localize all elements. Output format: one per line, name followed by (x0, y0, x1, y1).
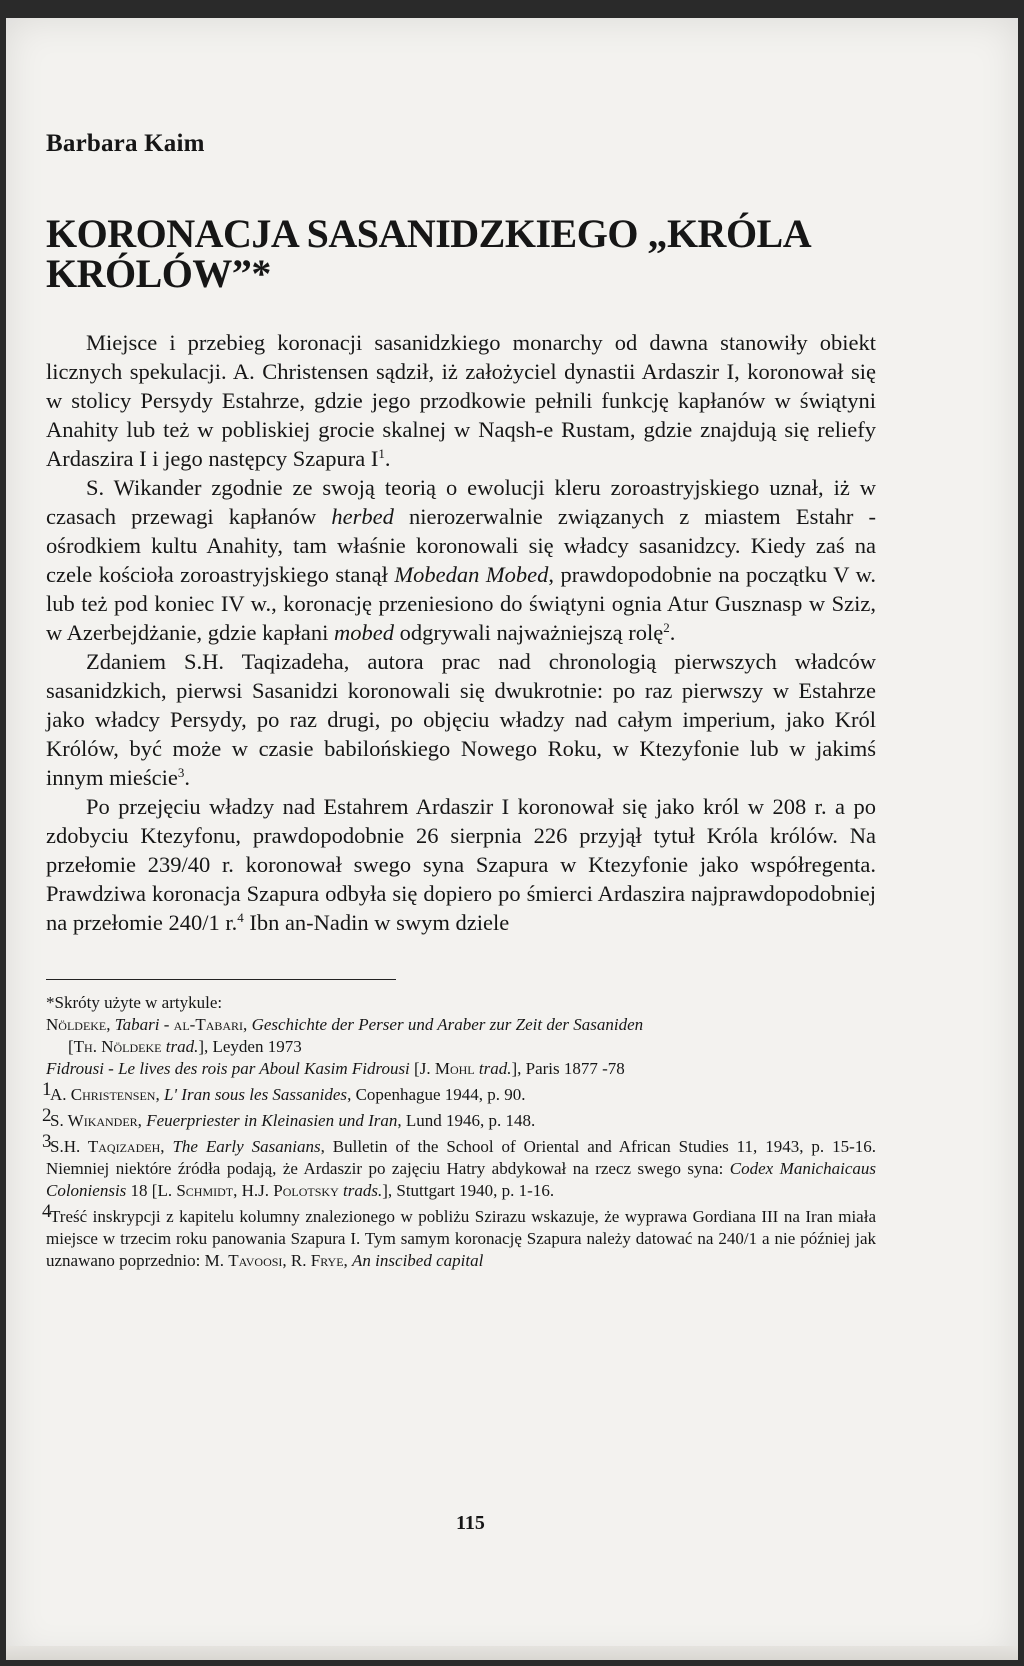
footnote-2: 2S. Wikander, Feuerpriester in Kleinasien und Iran, Lund 1946, p. 148. (42, 1105, 536, 1130)
title-line-1: KORONACJA SASANIDZKIEGO „KRÓLA (46, 211, 812, 256)
paragraph-3-end: . (184, 765, 190, 790)
footnote-ref-3: 3 (177, 765, 185, 780)
paragraph-2-text-b: nierozerwalnie związanych z miastem Estahr - ośrodkiem kultu Anahity, tam właśnie koronowali się władcy sasanidzcy. Kiedy zaś na czele kościoła zoroastryjskiego stanął (46, 504, 876, 587)
footnote-separator (46, 979, 396, 980)
paragraph-2-end: . (669, 620, 676, 645)
page-number: 115 (456, 1512, 485, 1534)
abbreviation-tabari: Nöldeke, Tabari - al-Tabari, Geschichte der Perser und Araber zur Zeit der Sasaniden (46, 1015, 644, 1034)
paragraph-2-text-a: S. Wikander zgodnie ze swoją teorią o ewolucji kleru zoroastryjskiego uznał, iż w czasach przewagi kapłanów (46, 475, 876, 529)
paragraph-4-end: Ibn an-Nadin w swym dziele (243, 910, 510, 935)
paragraph-3-text: Zdaniem S.H. Taqizadeha, autora prac nad chronologią pierwszych władców sasanidzkich, pierwsi Sasanidzi koronowali się dwukrotnie: po raz pierwszy w Estahrze jako władcy Persydy, po raz drugi, po objęciu władzy nad całym imperium, jako Król Królów, być może w czasie babilońskiego Nowego Roku, w Ktezyfonie lub w jakimś innym mieście (46, 649, 876, 790)
footnote-4: 4Treść inskrypcji z kapitelu kolumny znalezionego w pobliżu Szirazu wskazuje, że wyprawa Gordiana III na Iran miała miejsce w trzecim roku panowania Szapura I. Tym samym koronację Szapura należy datować na 240/1 a nie później jak uznawano poprzednio: M. Tavoosi, R. Frye, An inscibed capital (42, 1201, 876, 1270)
footnote-3: 3S.H. Taqizadeh, The Early Sasanians, Bulletin of the School of Oriental and African Studies 11, 1943, p. 15-16. Niemniej niektóre źródła podają, że Ardaszir po zajęciu Hatry abdykował na rzecz swego syna: Codex Manichaicaus Coloniensis 18 [L. Schmidt, H.J. Polotsky trads.], Stuttgart 1940, p. 1-16. (42, 1131, 877, 1200)
paragraph-4-text: Po przejęciu władzy nad Estahrem Ardaszir I koronował się jako król w 208 r. a po zdobyciu Ktezyfonu, prawdopodobnie 26 sierpnia 226 przyjął tytuł Króla królów. Na przełomie 239/40 r. koronował swego syna Szapura w Ktezyfonie jako współregenta. Prawdziwa koronacja Szapura odbyła się dopiero po śmierci Ardaszira najprawdopodobniej na przełomie 240/1 r. (46, 794, 876, 935)
title-line-2: KRÓLÓW”* (46, 251, 271, 296)
paragraph-2 (46, 473, 876, 647)
paragraph-2-text-d: odgrywali najważniejszą rolę (394, 620, 664, 645)
term-mobedan-mobed: Mobedan Mobed (394, 562, 549, 587)
page-edge (6, 1646, 1018, 1660)
footnote-1: 1A. Christensen, L' Iran sous les Sassanides, Copenhague 1944, p. 90. (42, 1079, 526, 1104)
term-mobed: mobed (334, 620, 394, 645)
abbreviation-fidrousi: Fidrousi - Le lives des rois par Aboul Kasim Fidrousi [J. Mohl trad.], Paris 1877 -78 (46, 1059, 625, 1078)
footnotes (42, 992, 877, 1272)
footnote-ref-1: 1 (378, 446, 385, 461)
article-title (46, 211, 876, 296)
author-name: Barbara Kaim (46, 130, 205, 157)
term-herbed: herbed (331, 504, 394, 529)
footnote-ref-2: 2 (663, 620, 670, 635)
paragraph-1 (46, 328, 876, 473)
paragraph-2-text-c: , prawdopodobnie na początku V w. lub też pod koniec IV w., koronację przeniesiono do świątyni ognia Atur Gusznasp w Sziz, w Azerbejdżanie, gdzie kapłani (46, 562, 877, 645)
article-page (42, 130, 877, 1272)
abbreviations-heading: *Skróty użyte w artykule: (46, 993, 223, 1012)
paragraph-3 (46, 647, 876, 792)
abbreviation-tabari-continued: [Th. Nöldeke trad.], Leyden 1973 (68, 1037, 302, 1056)
article-body (46, 328, 876, 937)
paragraph-4 (46, 792, 876, 937)
paragraph-1-end: . (384, 446, 391, 471)
footnote-ref-4: 4 (237, 910, 244, 925)
paragraph-1-text: Miejsce i przebieg koronacji sasanidzkiego monarchy od dawna stanowiły obiekt licznych spekulacji. A. Christensen sądził, iż założyciel dynastii Ardaszir I, koronował się w stolicy Persydy Estahrze, gdzie jego przodkowie pełnili funkcję kapłanów w świątyni Anahity lub też w pobliskiej grocie skalnej w Naqsh-e Rustam, gdzie znajdują się reliefy Ardaszira I i jego następcy Szapura I (46, 330, 876, 471)
